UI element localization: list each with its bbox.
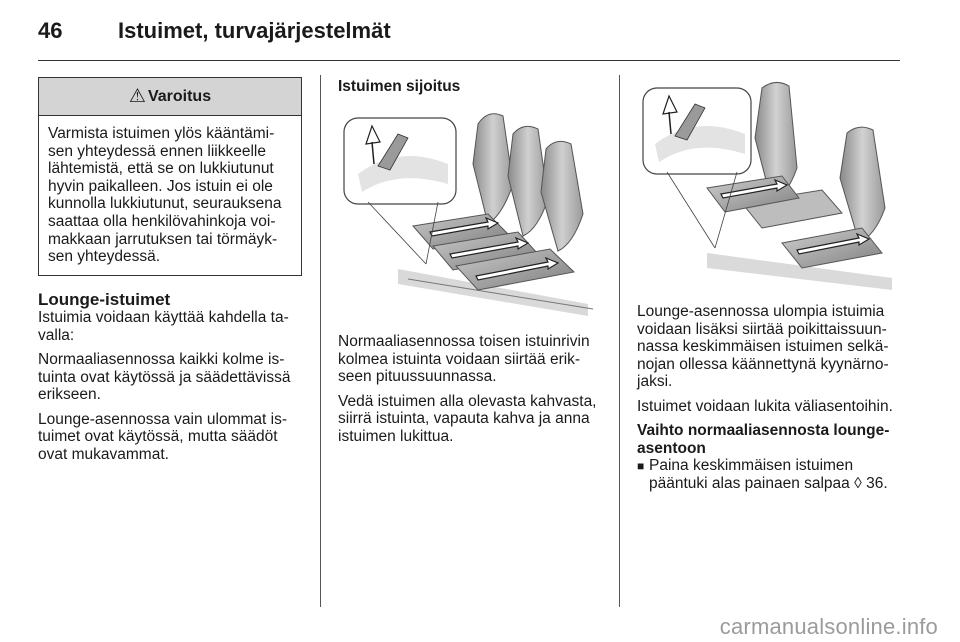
seat-normal-position-drawing — [338, 104, 602, 318]
page-reference-link[interactable]: 36. — [866, 474, 888, 492]
warning-text — [39, 116, 301, 266]
warning-header — [39, 78, 301, 116]
paragraph: Lounge-asennossa vain ulommat is- tuimet ovat käytössä, mutta säädöt ovat mukavammat. — [38, 410, 287, 463]
header-divider — [38, 60, 900, 61]
column-divider-right — [619, 75, 620, 607]
bullet-square-icon: ■ — [637, 459, 645, 473]
paragraph: Istuimia voidaan käyttää kahdella ta- valla: — [38, 309, 289, 344]
seat-lounge-position-drawing — [637, 78, 901, 292]
warning-line: kunnolla lukkiutunut, seurauksena — [48, 195, 282, 213]
page-title: Istuimet, turvajärjestelmät — [118, 18, 391, 43]
paragraph: Vedä istuimen alla olevasta kahvasta, siirrä istuinta, vapauta kahva ja anna istuimen lukittua. — [338, 392, 597, 445]
warning-triangle-icon: ⚠ — [128, 86, 146, 107]
warning-title: Varoitus — [147, 87, 212, 105]
section-heading-lounge: Lounge-istuimet — [38, 290, 171, 309]
middle-column-text — [338, 333, 613, 452]
right-column-text — [637, 303, 907, 492]
warning-line: sen yhteydessä ennen liikkeelle — [48, 142, 266, 160]
list-item: ■ Paina keskimmäisen istuimen pääntuki alas painaen salpaa ◊ 36. — [637, 457, 888, 492]
middle-column — [338, 78, 613, 96]
page-number: 46 — [38, 18, 63, 43]
warning-box — [38, 77, 302, 276]
seat-lounge-position-illustration — [637, 78, 901, 292]
warning-line: lähtemistä, että se on lukkiutunut — [48, 160, 274, 178]
paragraph: Lounge-asennossa ulompia istuimia voidaan lisäksi siirtää poikittaissuun- nassa keskimmäisen istuimen selkä- nojan ollessa käännettynä kyynärno- jaksi. — [637, 303, 889, 390]
watermark: carmanualsonline.info — [719, 614, 938, 639]
warning-line: Varmista istuimen ylös kääntämi- — [48, 125, 275, 142]
warning-line: hyvin paikalleen. Jos istuin ei ole — [48, 177, 273, 195]
left-column — [38, 290, 308, 470]
warning-line: saattaa olla henkilövahinkoja voi- — [48, 212, 276, 230]
paragraph: Istuimet voidaan lukita väliasentoihin. — [637, 397, 893, 415]
warning-line: sen yhteydessä. — [48, 248, 161, 266]
subheading-normal-to-lounge: Vaihto normaaliasennosta lounge- asentoon — [637, 422, 890, 457]
warning-line: makkaan jarrutuksen tai törmäyk- — [48, 230, 278, 248]
paragraph: Normaaliasennossa kaikki kolme is- tuinta ovat käytössä ja säädettävissä erikseen. — [38, 351, 291, 403]
column-divider-left — [320, 75, 321, 607]
section-heading-seat-position: Istuimen sijoitus — [338, 78, 461, 95]
paragraph: Normaaliasennossa toisen istuinrivin kolmea istuinta voidaan siirtää erik- seen pituussuunnassa. — [338, 333, 590, 385]
page-reference-icon: ◊ — [854, 474, 862, 492]
seat-normal-position-illustration — [338, 104, 602, 318]
